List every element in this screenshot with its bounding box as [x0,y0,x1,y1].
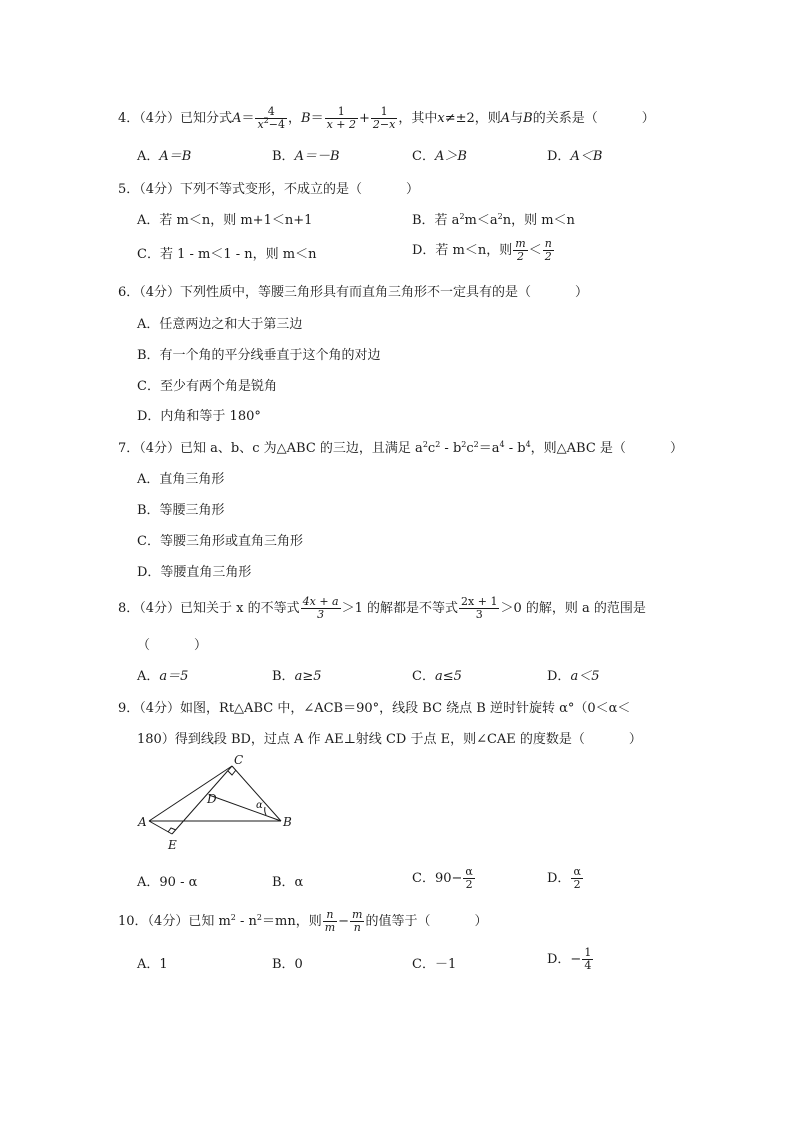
q6-option-a: A．任意两边之和大于第三边 [137,317,303,332]
q5-option-d: D．若 m＜n，则 $\frac{m}{2}$ ＜ $\frac{n}{2}$ [412,237,552,263]
angle-alpha-arc [265,807,266,815]
question-5-stem: 5．（4分）下列不等式变形，不成立的是（ ） [118,182,420,197]
q10-option-d: D．− $\frac{1}{4}$ [547,946,592,972]
fraction-alpha-over-2: $\frac{\alpha}{2}$ [465,865,473,891]
fraction-m-over-2: $\frac{m}{2}$ [515,237,526,263]
q10-option-a: A．1 [137,957,168,972]
question-8-answer-parens: （ ） [137,638,208,653]
right-angle-mark-e [168,828,176,832]
q10-option-c: C．－1 [412,957,457,972]
q9-option-c: C．90− $\frac{\alpha}{2}$ [412,865,473,891]
label-c: C [234,753,244,767]
fraction-4-over-x2-minus-4: $\frac{4}{x^2-4}$ [257,105,285,131]
segment-ac [149,766,232,821]
q7-option-b: B．等腰三角形 [137,503,225,518]
segment-ce [172,766,232,834]
q6-option-b: B．有一个角的平分线垂直于这个角的对边 [137,348,381,363]
q9-option-b: B．α [272,875,304,890]
label-alpha: α [256,800,263,811]
label-d: D [207,792,217,806]
fraction-alpha-over-2-d: $\frac{\alpha}{2}$ [573,865,581,891]
segment-bd [209,795,281,821]
question-9-stem-line2: 180）得到线段 BD，过点 A 作 AE⊥射线 CD 于点 E，则∠CAE 的度数是（ ） [137,732,642,747]
q7-option-c: C．等腰三角形或直角三角形 [137,534,303,549]
q9-option-d: D． $\frac{\alpha}{2}$ [547,865,581,891]
question-7-stem: 7．（4分）已知 a、b、c 为△ABC 的三边，且满足 $a^2c^2 - b^2c^2=a^4 - b^4$，则△ABC 是（ ） [118,440,683,456]
q4-option-a: A．A＝B [137,149,192,164]
label-b: B [283,815,292,829]
fraction-1-over-4: $\frac{1}{4}$ [584,946,592,972]
q7-option-d: D．等腰直角三角形 [137,565,252,580]
q6-option-c: C．至少有两个角是锐角 [137,379,277,394]
question-10-stem: 10．（4分）已知 $m^2 - n^2=mn$，则 $\frac{n}{m}$ − $\frac{m}{n}$ 的值等于（ ） [118,908,488,934]
question-6-stem: 6．（4分）下列性质中，等腰三角形具有而直角三角形不一定具有的是（ ） [118,285,589,300]
fraction-4x-plus-a-over-3: $\frac{4x + a}{3}$ [302,595,339,621]
q6-option-d: D．内角和等于 180° [137,409,261,424]
segment-ae [149,821,172,834]
q4-option-d: D．A＜B [547,149,603,164]
q8-option-d: D．a＜5 [547,669,600,684]
q4-option-c: C．A＞B [412,149,467,164]
fraction-n-over-m: $\frac{n}{m}$ [324,908,336,934]
question-9-stem-line1: 9．（4分）如图，Rt△ABC 中，∠ACB＝90°，线段 BC 绕点 B 逆时针旋转 α°（0＜α＜ [118,701,631,716]
q8-option-c: C．a≤5 [412,669,462,684]
q4-option-b: B．A＝－B [272,149,340,164]
q5-option-b: B．若 $a^2m<a^2n$，则 m＜n [412,212,575,228]
label-e: E [168,838,177,852]
q9-option-a: A．90 - α [137,875,198,890]
segment-bc [232,766,281,821]
label-a: A [138,815,147,829]
fraction-m-over-n: $\frac{m}{n}$ [352,908,363,934]
q8-option-b: B．a≥5 [272,669,322,684]
question-4-stem: 4．（4分）已知分式A＝ $\frac{4}{x^2-4}$ ，B＝ $\frac{1}{x + 2}$ + $\frac{1}{2-x}$ ，其中x≠±2，则A与B的关系是（ ） [118,105,655,131]
fraction-n-over-2: $\frac{n}{2}$ [544,237,552,263]
fraction-1-over-2-minus-x: $\frac{1}{2-x}$ [372,105,396,131]
q7-option-a: A．直角三角形 [137,472,225,487]
q5-option-c: C．若 1 - m＜1 - n，则 m＜n [137,247,317,262]
q8-option-a: A．a＝5 [137,669,189,684]
fraction-2x-plus-1-over-3: $\frac{2x + 1}{3}$ [461,595,498,621]
question-8-stem: 8．（4分）已知关于 x 的不等式 $\frac{4x + a}{3}$ ＞1 的解都是不等式 $\frac{2x + 1}{3}$ ＞0 的解，则 a 的范围是 [118,595,646,621]
right-angle-mark-c [228,770,236,775]
q10-option-b: B．0 [272,957,303,972]
fraction-1-over-x-plus-2: $\frac{1}{x + 2}$ [326,105,357,131]
q5-option-a: A．若 m＜n，则 m+1＜n+1 [137,213,313,228]
